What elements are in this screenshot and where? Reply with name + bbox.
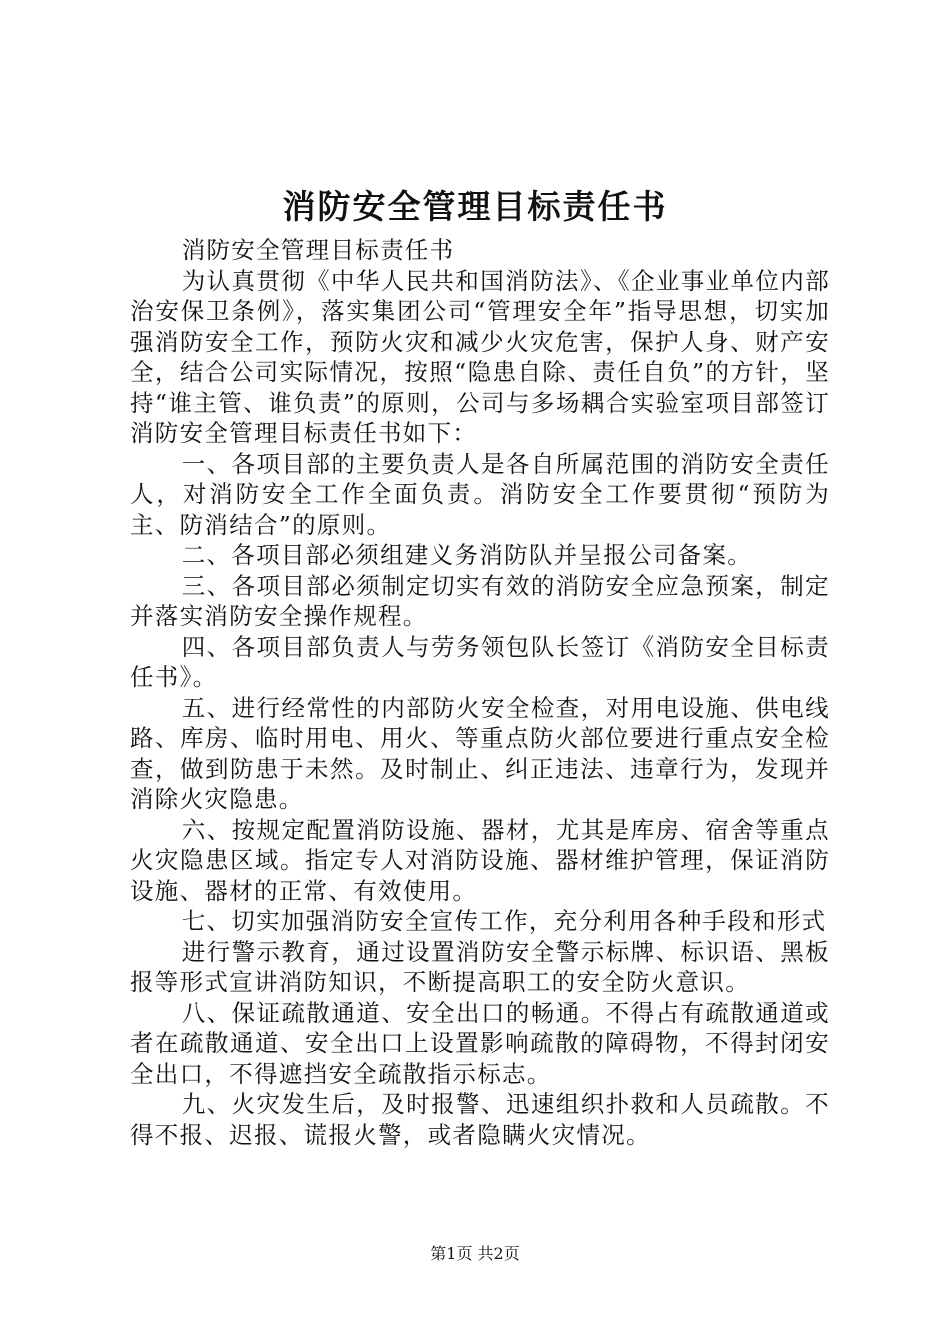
paragraph-item-8: 八、保证疏散通道、安全出口的畅通。不得占有疏散通道或者在疏散通道、安全出口上设置影响疏散的障碍物，不得封闭安全出口，不得遮挡安全疏散指示标志。: [130, 998, 830, 1088]
paragraph-item-6: 六、按规定配置消防设施、器材，尤其是库房、宿舍等重点火灾隐患区域。指定专人对消防设施、器材维护管理，保证消防设施、器材的正常、有效使用。: [130, 815, 830, 905]
paragraph-item-4: 四、各项目部负责人与劳务领包队长签订《消防安全目标责任书》。: [130, 632, 830, 691]
paragraph-item-7: 七、切实加强消防安全宣传工作，充分利用各种手段和形式: [181, 907, 827, 935]
document-body: [130, 235, 830, 1150]
paragraph-item-9: 九、火灾发生后，及时报警、迅速组织扑救和人员疏散。不得不报、迟报、谎报火警，或者隐瞒火灾情况。: [130, 1090, 830, 1149]
paragraph-item-7-continued: 进行警示教育，通过设置消防安全警示标牌、标识语、黑板报等形式宣讲消防知识，不断提高职工的安全防火意识。: [130, 937, 830, 996]
paragraph-item-1: 一、各项目部的主要负责人是各自所属范围的消防安全责任人，对消防安全工作全面负责。消防安全工作要贯彻“预防为主、防消结合”的原则。: [130, 449, 830, 539]
paragraph-subtitle: 消防安全管理目标责任书: [181, 236, 455, 264]
page-number-footer: 第1页 共2页: [430, 1244, 520, 1263]
paragraph-item-5: 五、进行经常性的内部防火安全检查，对用电设施、供电线路、库房、临时用电、用火、等重点防火部位要进行重点安全检查，做到防患于未然。及时制止、纠正违法、违章行为，发现并消除火灾隐患。: [130, 693, 830, 813]
paragraph-intro: 为认真贯彻《中华人民共和国消防法》、《企业事业单位内部治安保卫条例》，落实集团公司“管理安全年”指导思想，切实加强消防安全工作，预防火灾和减少火灾危害，保护人身、财产安全，结合公司实际情况，按照“隐患自除、责任自负”的方针，坚持“谁主管、谁负责”的原则，公司与多场耦合实验室项目部签订消防安全管理目标责任书如下：: [130, 266, 830, 447]
document-title: 消防安全管理目标责任书: [282, 187, 668, 226]
paragraph-item-3: 三、各项目部必须制定切实有效的消防安全应急预案，制定并落实消防安全操作规程。: [130, 571, 830, 630]
paragraph-item-2: 二、各项目部必须组建义务消防队并呈报公司备案。: [181, 541, 753, 569]
